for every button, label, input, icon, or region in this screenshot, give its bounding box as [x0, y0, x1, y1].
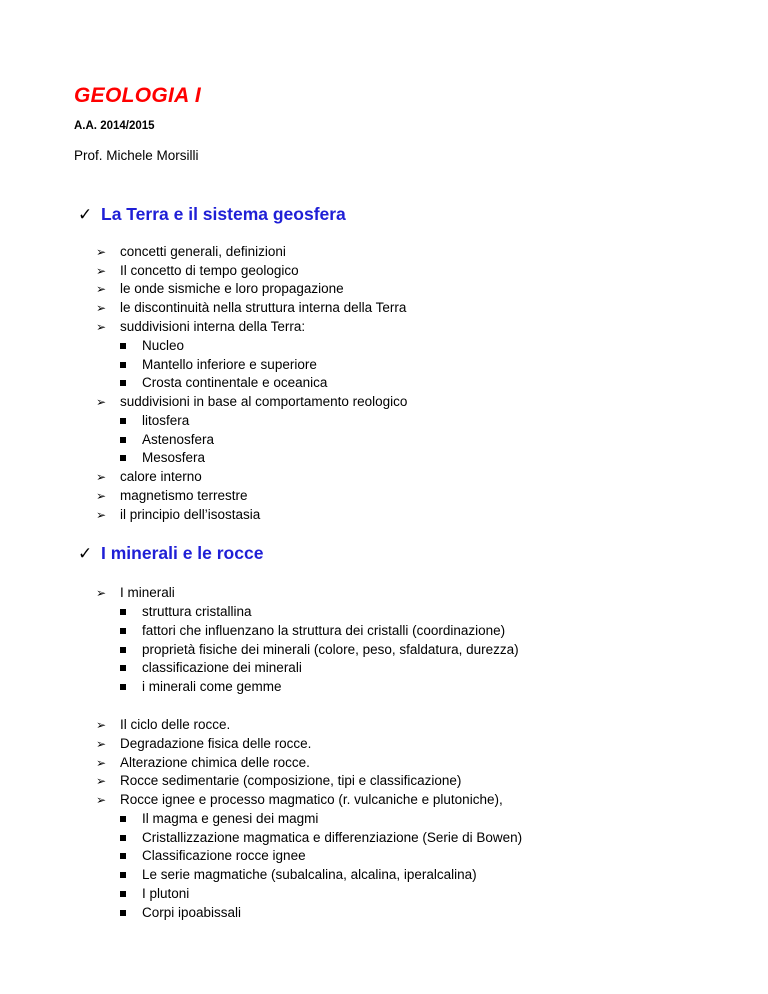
square-bullet-icon: [120, 853, 126, 859]
square-bullet-icon: [120, 872, 126, 878]
document-page: GEOLOGIA I A.A. 2014/2015 Prof. Michele Morsilli ✓ La Terra e il sistema geosfera ➢ concetti generali, definizioni ➢ Il concetto di tempo geologico ➢ le onde sismiche e loro propagazione ➢ le discontinuità nella struttura interna della Terra ➢ suddivisioni interna della Terra: Nucleo Mantello inferiore e superiore Crosta continentale e oceanica ➢ suddivisioni in base al comportamento reologico litosfera Astenosfera Mesosfera ➢ calore interno ➢ magnetismo terrestre ➢ il principio dell’isostasia ✓ I minerali e le rocce ➢ I minerali struttura cristallina fattori che influenzano la struttura dei cristalli (coordinazione) proprietà fisiche dei minerali (colore, peso, sfaldatura, durezza) classificazione dei minerali i minerali come gemme ➢ Il ciclo delle rocce. ➢ Degradazione fisica delle rocce. ➢ Alterazione chimica delle rocce. ➢ Rocce sedimentarie (composizione, tipi e classificazione) ➢ Rocce ignee e processo magmatico (r. vulcaniche e plutoniche), Il magma e genesi dei magmi Cristallizzazione magmatica e differenziazione (Serie di Bowen) Classificazione rocce ignee Le serie magmatiche (subalcalina, alcalina, iperalcalina) I plutoni Corpi ipoabissali: [74, 84, 523, 920]
arrow-bullet-icon: ➢: [96, 793, 107, 807]
square-bullet-icon: [120, 835, 126, 841]
section-heading-text: La Terra e il sistema geosfera: [101, 204, 346, 224]
section-heading-text: I minerali e le rocce: [101, 543, 264, 563]
check-icon: ✓: [78, 204, 93, 224]
arrow-bullet-icon: ➢: [96, 774, 107, 788]
arrow-bullet-icon: ➢: [96, 395, 107, 409]
arrow-bullet-icon: ➢: [96, 718, 107, 732]
arrow-bullet-icon: ➢: [96, 737, 107, 751]
academic-year: A.A. 2014/2015: [74, 120, 155, 132]
square-bullet-icon: [120, 437, 126, 443]
square-bullet-icon: [120, 910, 126, 916]
professor-name: Prof. Michele Morsilli: [74, 148, 199, 163]
section-heading-2: [78, 543, 263, 564]
square-bullet-icon: [120, 891, 126, 897]
square-bullet-icon: [120, 418, 126, 424]
square-bullet-icon: [120, 380, 126, 386]
arrow-bullet-icon: ➢: [96, 282, 107, 296]
square-bullet-icon: [120, 684, 126, 690]
square-bullet-icon: [120, 455, 126, 461]
square-bullet-icon: [120, 362, 126, 368]
arrow-bullet-icon: ➢: [96, 508, 107, 522]
square-bullet-icon: [120, 628, 126, 634]
square-bullet-icon: [120, 665, 126, 671]
arrow-bullet-icon: ➢: [96, 301, 107, 315]
square-bullet-icon: [120, 343, 126, 349]
check-icon: ✓: [78, 543, 93, 563]
square-bullet-icon: [120, 647, 126, 653]
square-bullet-icon: [120, 609, 126, 615]
arrow-bullet-icon: ➢: [96, 489, 107, 503]
arrow-bullet-icon: ➢: [96, 470, 107, 484]
section-heading-1: [78, 204, 346, 225]
arrow-bullet-icon: ➢: [96, 245, 107, 259]
arrow-bullet-icon: ➢: [96, 320, 107, 334]
arrow-bullet-icon: ➢: [96, 756, 107, 770]
arrow-bullet-icon: ➢: [96, 586, 107, 600]
arrow-bullet-icon: ➢: [96, 264, 107, 278]
document-title: GEOLOGIA I: [74, 84, 202, 107]
square-bullet-icon: [120, 816, 126, 822]
